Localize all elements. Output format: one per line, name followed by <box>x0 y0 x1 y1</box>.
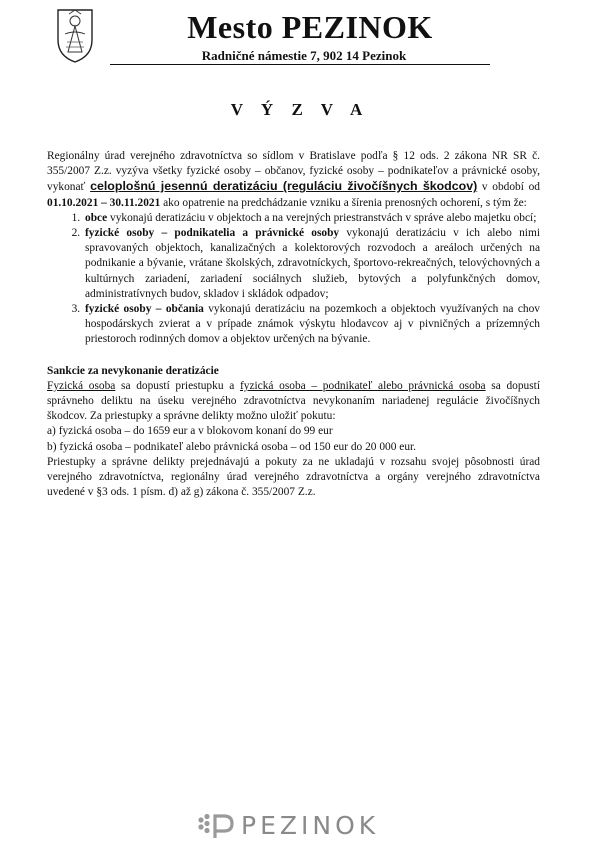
header-divider <box>110 64 490 65</box>
sanctions-title: Sankcie za nevykonanie deratizácie <box>47 364 219 377</box>
list-item: 2. fyzické osoby – podnikatelia a právnické osoby vykonajú deratizáciu v ich alebo nimi spravovaných objektoch, kanalizačných a kolektorových rozvodoch a areáloch určených na podnikanie a bývanie, vrátane školských, zdravotníckych, športovo-rekreačných, telovýchovných a kultúrnych zariadení, zariadení sociálnych služieb, bytových a polyfunkčných domov, administratívnych budov, skladov i skládok odpadov; <box>83 226 540 302</box>
deratization-highlight: celoplošnú jesennú deratizáciu (reguláciu živočíšnych škodcov) <box>90 179 478 194</box>
list-item: 1. obce vykonajú deratizáciu v objektoch a na verejných priestranstvách v správe alebo majetku obcí; <box>83 211 540 226</box>
document-body <box>47 149 540 500</box>
page-title: Mesto PEZINOK <box>187 9 433 45</box>
obligations-list <box>47 211 540 348</box>
list-item: 3. fyzické osoby – občania vykonajú deratizáciu na pozemkoch a objektoch využívaných na chov hospodárskych zvierat a v prípade známok výskytu hlodavcov aj v pivničných a prízemných priestoroch rodinných domov a objektov určených na bývanie. <box>83 302 540 348</box>
sanctions-paragraph: Fyzická osoba sa dopustí priestupku a fyzická osoba – podnikateľ alebo právnická osoba sa dopustí správneho deliktu na úseku verejného zdravotníctva nevykonaním nariadenej regulácie živočíšnych škodcov. Za priestupky a správne delikty možno uložiť pokutu: <box>47 379 540 423</box>
intro-paragraph: Regionálny úrad verejného zdravotníctva so sídlom v Bratislave podľa § 12 ods. 2 zákona NR SR č. 355/2007 Z.z. vyzýva všetky fyzické osoby – občanov, fyzické osoby – podnikateľov a právnické osoby, vykonať celoplošnú jesennú deratizáciu (reguláciu živočíšnych škodcov) v období od 01.10.2021 – 30.11.2021 ako opatrenie na predchádzanie vzniku a šírenia prenosných ochorení, s tým že: <box>47 150 540 209</box>
closing-paragraph: Priestupky a správne delikty prejednávajú a pokuty za ne ukladajú v rozsahu svojej pôsobnosti úrad verejného zdravotníctva, regionálny úrad verejného zdravotníctva a orgány verejného zdravotníctva uvedené v §3 ods. 1 písm. d) až g) zákona č. 355/2007 Z.z. <box>47 455 540 499</box>
deratization-period: 01.10.2021 – 30.11.2021 <box>47 196 161 209</box>
fine-line-a: a) fyzická osoba – do 1659 eur a v blokovom konaní do 99 eur <box>47 425 333 438</box>
pezinok-logo-icon <box>196 812 236 840</box>
sanctions-section <box>47 364 540 455</box>
document-heading: V Ý Z V A <box>230 100 370 119</box>
address-line: Radničné námestie 7, 902 14 Pezinok <box>201 48 407 63</box>
footer-brand <box>196 812 379 840</box>
footer-brand-text: PEZINOK <box>241 811 380 840</box>
fine-line-b: b) fyzická osoba – podnikateľ alebo právnická osoba – od 150 eur do 20 000 eur. <box>47 440 417 453</box>
